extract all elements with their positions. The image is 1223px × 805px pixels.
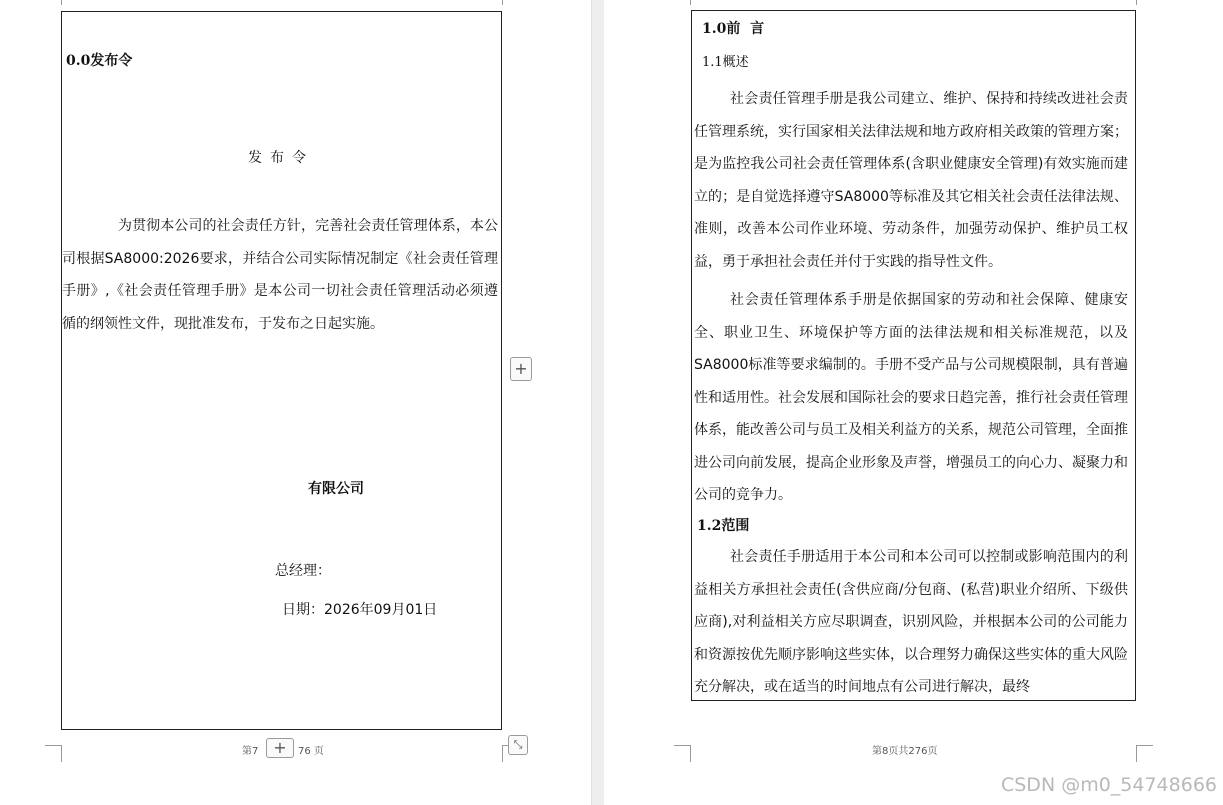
page-7-footer-prefix: 第7 [242,746,259,757]
page-8-footer: 第8页共276页 [872,746,938,757]
overview-paragraph-1: 社会责任管理手册是我公司建立、维护、保持和持续改进社会责任管理系统，实行国家相关法律法规和地方政府相关政策的管理方案；是为监控我公司社会责任管理体系(含职业健康安全管理)有效实施而建立的；是自觉选择遵守SA8000等标准及其它相关社会责任法律法规、准则，改善本公司作业环境、劳动条件，加强劳动保护、维护员工权益，勇于承担社会责任并付于实践的指导性文件。 [694,91,1128,270]
section-heading-scope: 1.2范围 [697,518,750,534]
crop-mark [45,745,62,762]
section-title: 0.0发布令 [66,53,133,69]
manager-signature-label: 总经理： [275,563,331,579]
plus-icon: + [514,359,528,378]
page-gap [591,0,605,805]
crop-mark [502,0,519,5]
decree-paragraph: 为贯彻本公司的社会责任方针，完善社会责任管理体系，本公司根据SA8000:2026要求，并结合公司实际情况制定《社会责任管理手册》,《社会责任管理手册》是本公司一切社会责任管理活动必须遵循的纲领性文件，现批准发布，于发布之日起实施。 [62,218,498,332]
scope-paragraph: 社会责任手册适用于本公司和本公司可以控制或影响范围内的利益相关方承担社会责任(含供应商/分包商、(私营)职业介绍所、下级供应商),对利益相关方应尽职调查，识别风险，并根据本公司的公司能力和资源按优先顺序影响这些实体，以合理努力确保这些实体的重大风险充分解决，或在适当的时间地点有公司进行解决，最终 [694,549,1128,695]
fit-page-button[interactable] [508,735,528,755]
company-name: 有限公司 [308,481,364,497]
plus-icon: + [273,738,287,757]
crop-mark [45,0,62,5]
watermark: CSDN @m0_54748666 [1000,774,1217,796]
overview-paragraph-2: 社会责任管理体系手册是依据国家的劳动和社会保障、健康安全、职业卫生、环境保护等方面的法律法规和相关标准规范，以及SA8000标准等要求编制的。手册不受产品与公司规模限制，具有普遍性和适用性。社会发展和国际社会的要求日趋完善，推行社会责任管理体系，能改善公司与员工及相关利益方的关系，规范公司管理，全面推进公司向前发展，提高企业形象及声誉，增强员工的向心力、凝聚力和公司的竞争力。 [694,292,1128,503]
fit-page-icon: ⤡ [513,738,523,751]
crop-mark [674,0,691,5]
crop-mark [1136,0,1153,5]
issue-date: 日期：2026年09月01日 [282,602,438,618]
chapter-heading: 1.0前 言 [702,21,765,37]
decree-heading: 发布令 [248,150,314,166]
page-7-text-frame [61,11,502,730]
page-7-footer-suffix: 76 页 [298,746,324,757]
crop-mark [674,745,691,762]
section-heading-overview: 1.1概述 [702,55,749,70]
insert-page-button[interactable] [266,738,294,758]
add-content-button[interactable] [510,357,532,381]
crop-mark [1136,745,1153,762]
page-7 [0,0,591,805]
